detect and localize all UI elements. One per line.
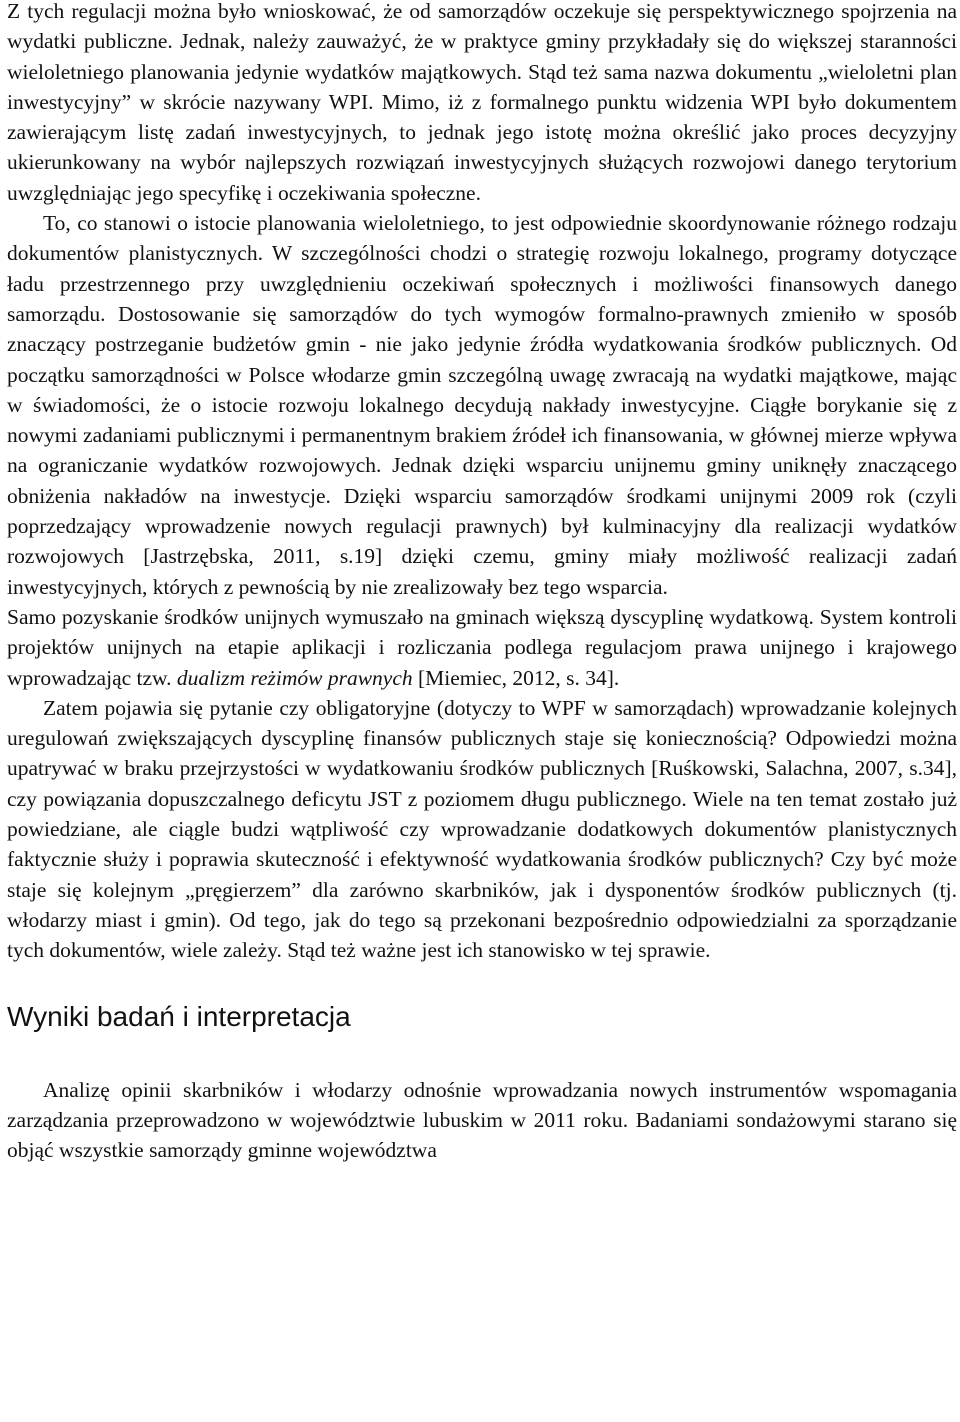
paragraph-text: [Miemiec, 2012, s. 34]. (412, 665, 620, 690)
body-paragraph: Z tych regulacji można było wnioskować, że od samorządów oczekuje się perspektywicznego spojrzenia na wydatki publiczne. Jednak, należy zauważyć, że w praktyce gminy przykładały się do większej staranności wieloletniego planowania jedynie wydatków majątkowych. Stąd też sama nazwa dokumentu „wieloletni plan inwestycyjny” w skrócie nazywany WPI. Mimo, iż z formalnego punktu widzenia WPI było dokumentem zawierającym listę zadań inwestycyjnych, to jednak jego istotę można określić jako proces decyzyjny ukierunkowany na wybór najlepszych rozwiązań inwestycyjnych służących rozwojowi danego terytorium uwzględniając jego specyfikę i oczekiwania społeczne. (7, 0, 957, 205)
body-paragraph (7, 602, 957, 693)
body-paragraph: Analizę opinii skarbników i włodarzy odnośnie wprowadzania nowych instrumentów wspomagania zarządzania przeprowadzono w województwie lubuskim w 2011 roku. Badaniami sondażowymi starano się objąć wszystkie samorządy gminne województwa (7, 1077, 957, 1163)
italic-term: dualizm reżimów prawnych (176, 665, 413, 690)
body-paragraph: Zatem pojawia się pytanie czy obligatoryjne (dotyczy to WPF w samorządach) wprowadzanie kolejnych uregulowań zwiększających dyscyplinę finansów publicznych staje się koniecznością? Odpowiedzi można upatrywać w braku przejrzystości w wydatkowaniu środków publicznych [Ruśkowski, Salachna, 2007, s.34], czy powiązania dopuszczalnego deficytu JST z poziomem długu publicznego. Wiele na ten temat zostało już powiedziane, ale ciągle budzi wątpliwość czy wprowadzanie dodatkowych dokumentów planistycznych faktycznie służy i poprawia skuteczność i efektywność wydatkowania środków publicznych? Czy być może staje się kolejnym „pręgierzem” dla zarówno skarbników, jak i dysponentów środków publicznych (tj. włodarzy miast i gmin). Od tego, jak do tego są przekonani bezpośrednio odpowiedzialni za sporządzanie tych dokumentów, wiele zależy. Stąd też ważne jest ich stanowisko w tej sprawie. (7, 695, 957, 963)
paragraph-text: Samo pozyskanie środków unijnych wymuszało na gminach większą dyscyplinę wydatkową. System kontroli projektów unijnych na etapie aplikacji i rozliczania podlega regulacjom prawa unijnego i krajowego wprowadzając tzw. (7, 604, 957, 690)
body-paragraph: To, co stanowi o istocie planowania wieloletniego, to jest odpowiednie skoordynowanie różnego rodzaju dokumentów planistycznych. W szczególności chodzi o strategię rozwoju lokalnego, programy dotyczące ładu przestrzennego przy uwzględnieniu oczekiwań społecznych i możliwości finansowych danego samorządu. Dostosowanie się samorządów do tych wymogów formalno-prawnych zmieniło w sposób znaczący postrzeganie budżetów gmin - nie jako jedynie źródła wydatkowania środków publicznych. Od początku samorządności w Polsce włodarze gmin szczególną uwagę zwracają na wydatki majątkowe, mając w świadomości, że o istocie rozwoju lokalnego decydują nakłady inwestycyjne. Ciągłe borykanie się z nowymi zadaniami publicznymi i permanentnym brakiem źródeł ich finansowania, w głównej mierze wpływa na ograniczanie wydatków rozwojowych. Jednak dzięki wsparciu unijnemu gminy uniknęły znaczącego obniżenia nakładów na inwestycje. Dzięki wsparciu samorządów środkami unijnymi 2009 rok (czyli poprzedzający wprowadzenie nowych regulacji prawnych) był kulminacyjny dla realizacji wydatków rozwojowych [Jastrzębska, 2011, s.19] dzięki czemu, gminy miały możliwość realizacji zadań inwestycyjnych, których z pewnością by nie zrealizowały bez tego wsparcia. (7, 211, 957, 599)
document-page (7, 0, 957, 1165)
section-heading: Wyniki badań i interpretacja (7, 1000, 351, 1032)
